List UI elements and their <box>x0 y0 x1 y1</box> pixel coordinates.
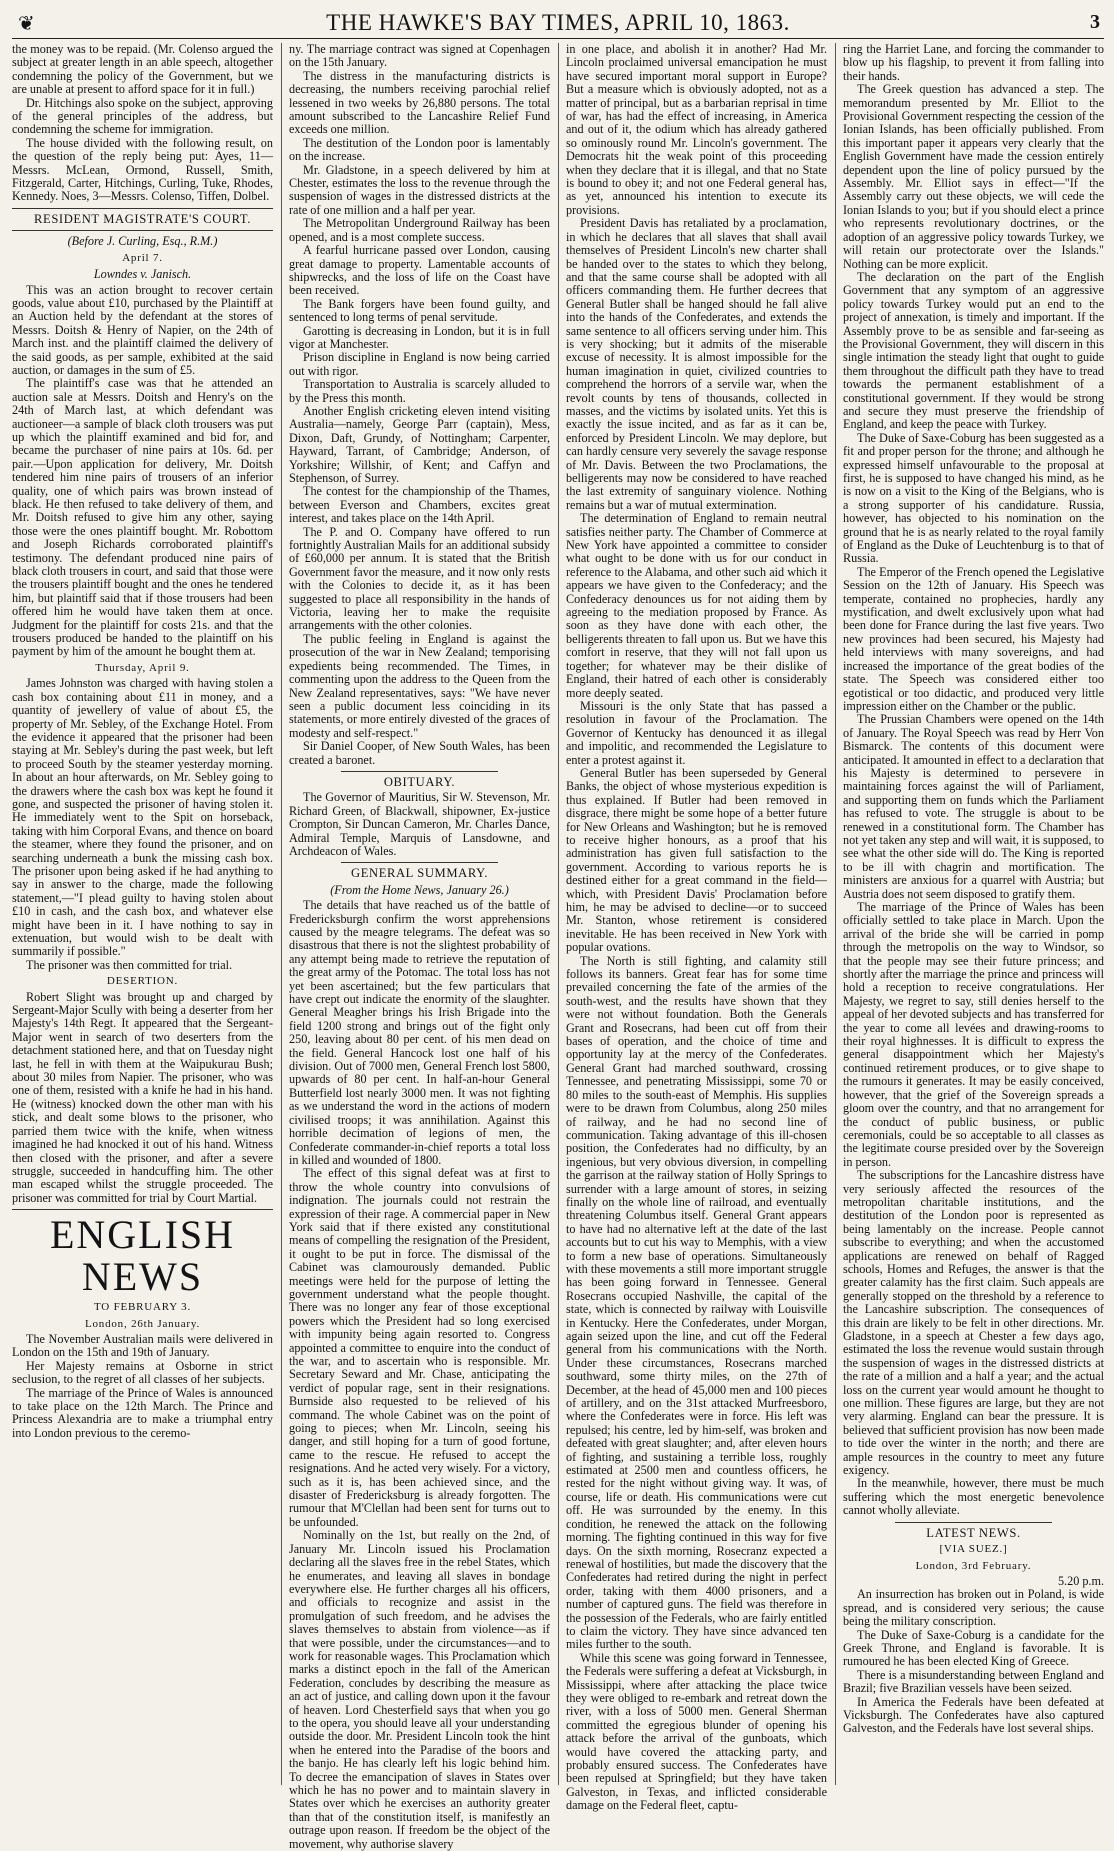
paragraph: This was an action brought to recover certain goods, value about £10, purchased by the Plaintiff at an Auction held by the defendant at the stores of Messrs. Doitsh & Henry of Napier, on the 24th of March inst. and the plaintiff claimed the delivery of the said goods, as per sample, exhibited at the said auction, or damages in the sum of £5. <box>12 282 273 377</box>
paragraph: In America the Federals have been defeated at Vicksburgh. The Confederates have also captured Galveston, and the Federals have lost several ships. <box>843 1694 1104 1736</box>
divider <box>895 1522 1052 1523</box>
paragraph: Mr. Gladstone, in a speech delivered by him at Chester, estimates the loss to the revenue through the suspension of wages in the distressed districts at the rate of one million and a half per year. <box>289 162 550 217</box>
ornament-icon: ❦ <box>18 13 35 35</box>
paragraph: the money was to be repaid. (Mr. Colenso argued the subject at greater length in an able speech, altogether condemning the policy of the Government, but we are unable at present to afford space for it in full.) <box>12 42 273 97</box>
court-before: (Before J. Curling, Esq., R.M.) <box>67 234 218 249</box>
paragraph: The Duke of Saxe-Coburg is a candidate for the Greek Throne, and England is favorable. It is rumoured he has been elected King of Greece. <box>843 1627 1104 1669</box>
paragraph: The determination of England to remain neutral satisfies neither party. The Chamber of Commerce at New York have appointed a committee to consider what ought to be done with us for our conduct in reference to the Alabama, and other such aid which it appears we have given to the Confederacy; and the Confederacy denounces us for not aiding them by agreeing to the mediation proposed by France. As soon as they have done with each other, the belligerents threaten to fall upon us. But we have this comfort in reserve, that they will not fall upon us together; for whatever may be their dislike of England, their hatred of each other is considerably more deeply seated. <box>566 511 827 700</box>
paragraph: Her Majesty remains at Osborne in strict seclusion, to the regret of all classes of her subjects. <box>12 1358 273 1387</box>
divider <box>12 230 273 231</box>
newspaper-title: THE HAWKE'S BAY TIMES, APRIL 10, 1863. <box>326 10 790 35</box>
paragraph: The distress in the manufacturing districts is decreasing, the numbers receiving parochial relief lessened in two weeks by 26,880 persons. The total amount subscribed to the Lancashire Relief Fund exceeds one million. <box>289 68 550 137</box>
paragraph: While this scene was going forward in Tennessee, the Federals were suffering a defeat at Vicksburgh, in Mississippi, where after attacking the place twice they were obliged to re-embark and retreat down the river, with a loss of 5000 men. General Sherman committed the egregious blunder of opening his attack before the arrival of the gunboats, which would have covered the attacking party, and probably ensured success. The Confederates have been repulsed at Springfield; but they have taken Galveston, in Texas, and inflicted considerable damage on the Federal fleet, captu- <box>566 1650 827 1813</box>
paragraph: The Emperor of the French opened the Legislative Session on the 12th of January. His Speech was temperate, contained no prophecies, hardly any mystification, and dwelt exclusively upon what had been done for France during the last five years. Two new provinces had been secured, his Majesty had held interviews with many sovereigns, and had increased the importance of the great bodies of the state. The Speech was considered either too egotistical or too didactic, and produced very little impression either on the Chamber or the public. <box>843 564 1104 713</box>
paragraph: The details that have reached us of the battle of Fredericksburgh confirm the worst apprehensions caused by the meagre telegrams. The defeat was so disastrous that there is not the slightest probability of any attempt being made to retrieve the reputation of the great army of the Potomac. The total loss has not yet been ascertained; but the few particulars that have crept out indicate the enormity of the slaughter. General Meagher brings his Irish Brigade into the field 1200 strong and brings out of the fight only 250, leaving about 80 per cent. of his men dead on the field. General Hancock lost one half of his division. Out of 7000 men, General French lost 5800, upwards of 80 per cent. In half-an-hour General Butterfield lost nearly 3000 men. It was not fighting as we understand the word in the actions of modern civilised troops; it was annihilation. Against this horrible decimation of legions of men, the Confederate commander-in-chief reports a total loss in killed and wounded of 1800. <box>289 898 550 1167</box>
section-heading-general-summary: GENERAL SUMMARY. <box>351 866 488 881</box>
section-heading-latest-news: LATEST NEWS. <box>926 1525 1021 1540</box>
paragraph: ring the Harriet Lane, and forcing the commander to blow up his flagship, to prevent it from falling into their hands. <box>843 42 1104 83</box>
paragraph: President Davis has retaliated by a proclamation, in which he declares that all slaves that shall avail themselves of President Lincoln's new charter shall be handed over to the states to which they belong, and that the same course shall be adopted with all officers commanding them. He further decrees that General Butler shall be hanged should he fall alive into the hands of the Confederates, and extends the same sentence to all officers serving under him. This is very shocking; but it admits of the miserable excuse of necessity. It is almost impossible for the human imagination in quiet, civilized countries to comprehend the horrors of a servile war, when the revolt counts by tens of thousands, collected in masses, and the victims by isolated units. Yet this is exactly the issue incited, and as far as it can be, enforced by President Lincoln. We may deplore, but can hardly censure very severely the savage response of Mr. Davis. Between the two Proclamations, the belligerents may now be considered to have reached the last extremity of sanguinary violence. Nothing remains but a war of mutual extermination. <box>566 216 827 512</box>
english-news-subheading: TO FEBRUARY 3. <box>93 1301 192 1314</box>
dateline: London, 26th January. <box>84 1317 201 1330</box>
paragraph: The destitution of the London poor is lamentably on the increase. <box>289 135 550 164</box>
court-date: April 7. <box>122 251 163 264</box>
column-2 <box>281 42 550 1851</box>
divider <box>12 208 273 209</box>
paragraph: James Johnston was charged with having stolen a cash box containing about £11 in money, and a quantity of jewellery of value of about £5, the property of Mr. Sebley, of the Exchange Hotel. From the evidence it appeared that the prisoner had been staying at Mr. Sebley's during the past week, but left to proceed South by the steamer yesterday morning. In about an hour afterwards, on Mr. Sebley going to the drawers where the cash box was kept he found it gone, and suspected the prisoner of having stolen it. He immediately went to the Spit on horseback, taking with him Corporal Evans, and thence on board the steamer, where they found the prisoner, and on searching underneath a bunk the missing cash box. The prisoner upon being asked if he had anything to say in answer to the charge, made the following statement,—"I plead guilty to having stolen about £10 in cash, and the cash box, and whatever else might have been in it. I have nothing to say in extenuation, but would wish to be dealt with summarily if possible." <box>12 676 273 959</box>
column-4 <box>835 43 1104 1785</box>
paragraph: Nominally on the 1st, but really on the 2nd, of January Mr. Lincoln issued his Proclamation declaring all the slaves free in the rebel States, which he enumerates, and leaving all slaves in bondage everywhere else. He further charges all his officers, and officials to recognize and assist in the promulgation of such freedom, and he advises the slaves themselves to abstain from violence—as if that were possible, under the circumstances—and to work for reasonable wages. This Proclamation which marks a distinct epoch in the fall of the American Federation, concludes by describing the measure as an act of justice, and calling down upon it the favour of heaven. Lord Chesterfield says that when you go to the opera, you should leave all your understanding outside the door. Mr. President Lincoln took the hint when he entered into the Paradise of the boors and the banjo. He has clearly left his logic behind him. To decree the emancipation of slaves in States over which he has no power and to maintain slavery in States over which he exercises an authority greater than that of the constitution itself, is manifestly an outrage upon reason. If freedom be the object of the movement, why authorise slavery <box>289 1528 550 1851</box>
paragraph: The effect of this signal defeat was at first to throw the whole country into convulsions of indignation. The journals could not restrain the expression of their rage. A commercial paper in New York said that if there existed any constitutional means of compelling the resignation of the President, it ought to be put in force. The dismissal of the Cabinet was clamourously demanded. Public meetings were held for the purpose of letting the government understand what the people thought. There was no longer any fear of those exceptional powers which the President had so long exercised with impunity being again resorted to. Congress appointed a committee to enquire into the conduct of the war, and to ascertain who is responsible. Mr. Secretary Seward and Mr. Chase, anticipating the verdict of popular rage, sent in their resignations. Burnside also requested to be relieved of his command. The whole Cabinet was on the point of going to pieces; when Mr. Lincoln, seeing his danger, and still hoping for a turn of good fortune, came to the rescue. He refused to accept the resignations. And he acted very wisely. For a victory, such as it is, has been achieved since, and the disaster of Fredericksburg is already forgotten. The rumour that M'Clellan had been sent for turns out to be unfounded. <box>289 1166 550 1529</box>
divider <box>12 1209 273 1210</box>
paragraph: The Duke of Saxe-Coburg has been suggested as a fit and proper person for the throne; and although he expressed himself unfavourable to the proposal at first, he is supposed to have changed his mind, as he is now on a visit to the King of the Belgians, who is a strong supporter of his candidature. Russia, however, has objected to his nomination on the ground that he is as nearly related to the royal family of England as the Duke of Leuchtenburg is to that of Russia. <box>843 430 1104 566</box>
paragraph: The prisoner was then committed for trial. <box>26 957 233 972</box>
paragraph: Dr. Hitchings also spoke on the subject, approving of the general principles of the address, but condemning the scheme for immigration. <box>12 95 273 137</box>
section-heading-obituary: OBITUARY. <box>383 774 456 789</box>
section-heading-court: RESIDENT MAGISTRATE'S COURT. <box>34 211 251 226</box>
paragraph: The Prussian Chambers were opened on the 14th of January. The Royal Speech was read by Herr Von Bismarck. The contents of this document were anticipated. It amounted in effect to a declaration that his Majesty is determined to persevere in maintaining forces against the will of Parliament, and supporting them on funds which the Parliament has refused to vote. The struggle is about to be renewed in a constitutional form. The Chamber has not yet taken any step and will wait, it is supposed, to see what the other side will do. The King is reported to be ill with chagrin and mortification. The ministers are anxious for a quarrel with Austria; but Austria does not seem disposed to gratify them. <box>843 712 1104 901</box>
paragraph: The Metropolitan Underground Railway has been opened, and is a most complete success. <box>289 216 550 244</box>
divider <box>341 771 498 772</box>
paragraph: Another English cricketing eleven intend visiting Australia—namely, George Parr (captain), Mess, Dixon, Daft, Grundy, of Nottingham; Carpenter, Hayward, Tarrant, of Cambridge; Anderson, of Yorkshire; Willshir, of Kent; and Caffyn and Stephenson, of Surrey. <box>289 403 550 485</box>
latest-news-time: 5.20 p.m. <box>1057 1573 1104 1588</box>
paragraph: The November Australian mails were delivered in London on the 15th and 19th of January. <box>12 1331 273 1360</box>
page-number: 3 <box>1090 11 1100 33</box>
paragraph: There is a misunderstanding between England and Brazil; five Brazilian vessels have been seized. <box>843 1667 1104 1696</box>
paragraph: General Butler has been superseded by General Banks, the object of whose mysterious expedition is thus explained. If Butler had been removed in disgrace, there might be some hope of a better future for New Orleans and Washington; but he is removed to receive higher honours, as a proof that his administration has given full satisfaction to the government. According to various reports he is destined either for a great command in the field—which, with President Davis' Proclamation before him, he may be advised to decline—or to succeed Mr. Stanton, whose retirement is considered inevitable. He has been received in New York with popular ovations. <box>566 765 827 955</box>
paragraph: Garotting is decreasing in London, but it is in full vigor at Manchester. <box>289 323 550 351</box>
masthead <box>12 8 1104 39</box>
paragraph: The public feeling in England is against the prosecution of the war in New Zealand; temporising expedients being recommended. The Times, in commenting upon the address to the Queen from the New Zealand representatives, says: "We have never seen a public document less coinciding in its statements, or more entirely divested of the graces of modesty and self-respect." <box>289 631 550 740</box>
paragraph: A fearful hurricane passed over London, causing great damage to property. Lamentable accounts of shipwrecks, and the loss of life on the Coast have been received. <box>289 243 550 298</box>
subheading-desertion: DESERTION. <box>106 975 179 988</box>
column-3 <box>558 42 827 1813</box>
paragraph: The P. and O. Company have offered to run fortnightly Australian Mails for an additional subsidy of £60,000 per annum. It is stated that the British Government favor the measure, and it now only rests with the Colonies to decide it, as it has been suggested to place all responsibility in the hands of Victoria, leaving her to make the requisite arrangements with the other colonies. <box>289 524 550 633</box>
paragraph: Missouri is the only State that has passed a resolution in favour of the Proclamation. The Governor of Kentucky has denounced it as illegal and impolitic, and recommended the Legislature to enter a protest against it. <box>566 698 827 767</box>
divider <box>341 862 498 863</box>
paragraph: The marriage of the Prince of Wales has been officially settled to take place in March. Upon the arrival of the bride she will be carried in pomp through the metropolis on the way to Windsor, so that the people may see their future princess; and shortly after the marriage the prince and princess will hold a reception to receive congratulations. Her Majesty, we regret to say, still denies herself to the appeal of her devoted subjects and has transferred for the year to come all levées and drawing-rooms to their royal highnesses. It is difficult to express the general disappointment which her Majesty's continued retirement produces, or to give shape to the rumours it generates. It may be easily conceived, however, that the grief of the Sovereign spreads a gloom over the country, and that no arrangement for the conduct of public business, or public ceremonials, could be so acceptable to all classes as the legitimate course presided over by the Sovereign in person. <box>843 900 1104 1169</box>
paragraph: Sir Daniel Cooper, of New South Wales, has been created a baronet. <box>289 739 550 767</box>
latest-news-via: [VIA SUEZ.] <box>939 1543 1008 1556</box>
court-date: Thursday, April 9. <box>95 661 190 674</box>
paragraph: The North is still fighting, and calamity still follows its banners. Great fear has for some time prevailed concerning the fate of the armies of the south-west, and the results have shown that they were not without foundation. Both the Generals Grant and Rosecrans, had been cut off from their bases of operation, and the choice of time and opportunity lay at the mercy of the Confederates. General Grant had marched southward, crossing Tennessee, and penetrating Mississippi, some 70 or 80 miles to the south-east of Memphis. His supplies were to be drawn from Columbus, along 250 miles of railway, and he had no second line of communication. Taking advantage of this ill-chosen position, the Confederates had no difficulty, by an ingenious, but very obvious diversion, in compelling the garrison at the railway station of Holly Springs to surrender with a large amount of stores, in seizing finally on the whole line of railroad, and eventually threatening Columbus itself. General Grant appears to have had no alternative left at the date of the last accounts but to cut his way to Memphis, with a view to form a new base of operations. Simultaneously with these movements a still more important struggle has been going forward in Tennessee. General Rosecrans occupied Nashville, the capital of the state, which is connected by railway with Louisville in Kentucky. Here the Confederates, under Morgan, again seized upon the line, and cut off the Federal general from his communications with the North. Under these circumstances, Rosecrans marched southward, some thirty miles, on the 27th of December, at the head of 45,000 men and 100 pieces of artillery, and on the 31st attacked Murfreesboro, where the Confederates were in force. His left was repulsed; his centre, led by him-self, was broken and defeated with great slaughter; and, after eleven hours of fighting, and sustaining a terrible loss, roughly estimated at 2500 men and countless officers, he rested for the night without giving way. It was, of course, life or death. His communications were cut off. He was surrounded by the enemy. In this condition, he renewed the attack on the following morning. The fighting continued in this way for five days. On the sixth morning, Rosecranz expected a renewal of hostilities, but made the discovery that the Confederates had retired during the night in perfect order, taking with them 4000 prisoners, and a number of captured guns. The field was therefore in the possession of the Federals, who are fairly entitled to claim the victory. They have since advanced ten miles further to the south. <box>566 953 827 1652</box>
paragraph: The declaration on the part of the English Government that any symptom of an aggressive policy towards Turkey would put an end to the project of annexation, is timely and important. If the Assembly prove to be as sensible and far-seeing as the Provisional Government, they will discern in this single intimation the steady light that ought to guide them throughout the difficult path they have to tread towards the permanent establishment of a constitutional government. If they would be strong and secure they must preserve the friendship of England, and keep the peace with Turkey. <box>843 269 1104 432</box>
dateline: London, 3rd February. <box>915 1559 1032 1572</box>
columns <box>12 42 1104 1851</box>
paragraph: An insurrection has broken out in Poland, is wide spread, and is considered very serious; the cause being the military conscription. <box>843 1587 1104 1629</box>
paragraph: The marriage of the Prince of Wales is announced to take place on the 12th March. The Prince and Princess Alexandria are to make a triumphal entry into London previous to the ceremo- <box>12 1385 273 1440</box>
paragraph: The Governor of Mauritius, Sir W. Stevenson, Mr. Richard Green, of Blackwall, shipowner, Ex-justice Crompton, Sir Duncan Cameron, Mr. Charles Dance, Admiral Temple, Marquis of Lansdowne, and Archdeacon of Wales. <box>289 790 550 858</box>
paragraph: in one place, and abolish it in another? Had Mr. Lincoln proclaimed universal emancipation he must have secured important moral support in Europe? But a measure which is obviously adopted, not as a matter of principal, but as a barbarian reprisal in time of war, has had the effect of increasing, in America and out of it, the odium which has already gathered so ominously round Mr. Lincoln's government. The Democrats hit the weak point of this proceeding when they declare that it is illegal, and that no State is bound to obey it; and not one Federal general has, as yet, announced his intention to execute its provisions. <box>566 42 827 217</box>
section-heading-english-news: ENGLISH NEWS <box>49 1212 236 1300</box>
paragraph: Transportation to Australia is scarcely alluded to by the Press this month. <box>289 377 550 405</box>
paragraph: The house divided with the following result, on the question of the reply being put: Ayes, 11—Messrs. McLean, Ormond, Russell, Smith, Fitzgerald, Carter, Hitchings, Curling, Tuke, Rhodes, Kennedy. Noes, 3—Messrs. Colenso, Tiffen, Dolbel. <box>12 135 273 204</box>
paragraph: ny. The marriage contract was signed at Copenhagen on the 15th January. <box>289 42 550 70</box>
paragraph: The Greek question has advanced a step. The memorandum presented by Mr. Elliot to the Provisional Government respecting the cession of the Ionian Islands, has been officially published. From this important paper it appears very clearly that the English Government have made the cession entirely dependent upon the line of policy pursued by the Assembly. Mr. Elliot says in effect—"If the Assembly carry out these objects, we will cede the Ionian Islands to you; but if you should elect a prince who represents revolutionary doctrines, or the adoption of an aggressive policy towards Turkey, we will retain our protectorate over the Islands." Nothing can be more explicit. <box>843 82 1104 271</box>
paragraph: The subscriptions for the Lancashire distress have very seriously affected the resources of the metropolitan charitable institutions, and the destitution of the London poor is represented as being lamentably on the increase. People cannot subscribe to everything; and when the accustomed applications are renewed on behalf of Ragged schools, Homes and Refuges, the answer is that the greater calamity has the first claim. Such appeals are generally stopped on the threshold by a reference to the Lancashire subscription. The consequences of this drain are likely to be felt in other directions. Mr. Gladstone, in a speech at Chester a few days ago, estimated the loss the revenue would sustain through the suspension of wages in the distressed districts at the rate of a million and a half a year; and the actual loss on the current year would amount he thought to one million. These figures are large, but they are not very alarming. England can bear the pressure. It is believed that sufficient provision has now been made to tide over the winter in the north; and there are ample resources in the country to meet any future exigency. <box>843 1168 1104 1478</box>
paragraph: The Bank forgers have been found guilty, and sentenced to long terms of penal servitude. <box>289 296 550 325</box>
paragraph: The plaintiff's case was that he attended an auction sale at Messrs. Doitsh and Henry's on the 24th of March last, at which defendant was auctioneer—a sample of black cloth trousers was put up which the plaintiff examined and bid for, and became the purchaser of nine pairs at 10s. 6d. per pair.—Upon application for delivery, Mr. Doitsh tendered him nine pairs of trousers of an inferior quality, one of which pairs was brown instead of black. He then refused to take delivery of them, and Mr. Doitsh refused to give him any other, saying those were the ones plaintiff bought. Mr. Robottom and Joseph Richards corroborated plaintiff's testimony. The defendant produced nine pairs of black cloth trousers in court, and said that those were the trousers plaintiff bought and the ones he tendered him, but plaintiff said that if those trousers had been offered him he would have taken them at once. Judgment for the plaintiff for costs 21s. and that the trousers produced be handed to the plaintiff on his payment by him of the amount he bought them at. <box>12 376 273 659</box>
case-title: Lowndes v. Janisch. <box>93 267 192 282</box>
paragraph: The contest for the championship of the Thames, between Everson and Chambers, excites great interest, and takes place on the 14th April. <box>289 484 550 526</box>
paragraph: In the meanwhile, however, there must be much suffering which the most energetic benevolence cannot wholly alleviate. <box>843 1476 1104 1518</box>
paragraph: Prison discipline in England is now being carried out with rigor. <box>289 350 550 378</box>
summary-source: (From the Home News, January 26.) <box>330 882 509 897</box>
paragraph: Robert Slight was brought up and charged by Sergeant-Major Scully with being a deserter from her Majesty's 14th Regt. It appeared that the Sergeant-Major went in search of two deserters from the detachment stationed here, and that on Tuesday night last, he fell in with them at the Waipukurau Bush; about 30 miles from Napier. The prisoner, who was one of them, resisted with a knife he had in his hand. He (witness) knocked down the other man with his stick, and dealt some blows to the prisoner, who parried them twice with the knife, when witness imagined he had knocked it out of his hand. Witness then closed with the prisoner, and after a severe struggle, succeeded in handcuffing him. The other man escaped whilst the struggle proceeded. The prisoner was committed for trial by Court Martial. <box>12 989 273 1205</box>
column-1 <box>12 43 273 1785</box>
